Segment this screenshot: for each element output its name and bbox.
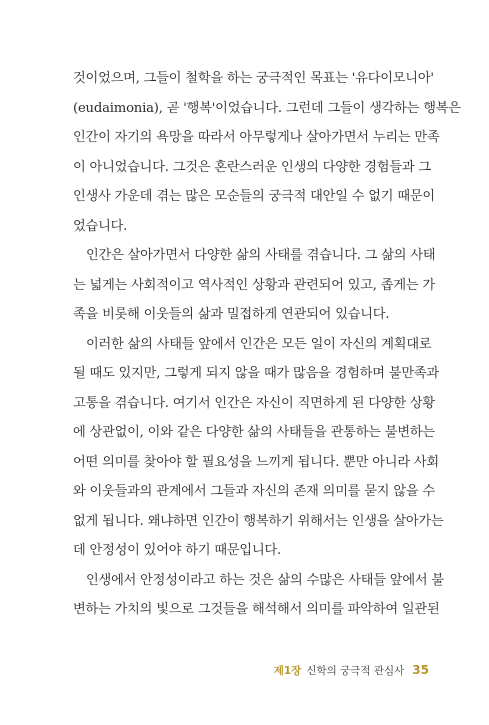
text-line: 에 상관없이, 이와 같은 다양한 삶의 사태들을 관통하는 불변하는 <box>73 425 435 440</box>
text-line: 인간은 살아가면서 다양한 삶의 사태를 겪습니다. 그 삶의 사태 <box>86 248 436 263</box>
text-line: 데 안정성이 있어야 하기 때문입니다. <box>73 543 282 558</box>
running-footer <box>274 663 429 678</box>
text-line: 이러한 삶의 사태들 앞에서 인간은 모든 일이 자신의 계획대로 <box>86 336 432 352</box>
text-line: 될 때도 있지만, 그렇게 되지 않을 때가 많음을 경험하며 불만족과 <box>73 366 439 381</box>
body-text <box>73 64 461 625</box>
text-line: 었습니다. <box>73 218 128 234</box>
text-line: 는 넓게는 사회적이고 역사적인 상황과 관련되어 있고, 좁게는 가 <box>73 277 435 293</box>
chapter-label: 제1장 <box>273 665 302 677</box>
chapter-title: 신학의 궁극적 관심사 <box>306 665 405 677</box>
text-line: (eudaimonia), 곧 '행복'이었습니다. 그런데 그들이 생각하는 행복은 <box>73 100 461 116</box>
text-line: 없게 됩니다. 왜냐하면 인간이 행복하기 위해서는 인생을 살아가는 <box>73 513 444 529</box>
text-line: 변하는 가치의 빛으로 그것들을 해석해서 의미를 파악하여 일관된 <box>73 602 440 617</box>
text-line: 인간이 자기의 욕망을 따라서 아무렇게나 살아가면서 누리는 만족 <box>73 130 440 145</box>
text-line: 인생에서 안정성이라고 하는 것은 삶의 수많은 사태들 앞에서 불 <box>86 572 444 588</box>
text-line: 와 이웃들과의 관계에서 그들과 자신의 존재 의미를 묻지 않을 수 <box>73 484 435 499</box>
text-line: 족을 비롯해 이웃들의 삶과 밀접하게 연관되어 있습니다. <box>73 307 390 322</box>
text-line: 고통을 겪습니다. 여기서 인간은 자신이 직면하게 된 다양한 상황 <box>73 395 435 411</box>
text-line: 것이었으며, 그들이 철학을 하는 궁극적인 목표는 '유다이모니아' <box>73 71 434 86</box>
page-number: 35 <box>412 663 429 677</box>
text-line: 이 아니었습니다. 그것은 혼란스러운 인생의 다양한 경험들과 그 <box>73 159 431 175</box>
text-line: 인생사 가운데 겪는 많은 모순들의 궁극적 대안일 수 없기 때문이 <box>73 189 435 204</box>
text-line: 어떤 의미를 찾아야 할 필요성을 느끼게 됩니다. 뿐만 아니라 사회 <box>73 454 439 470</box>
